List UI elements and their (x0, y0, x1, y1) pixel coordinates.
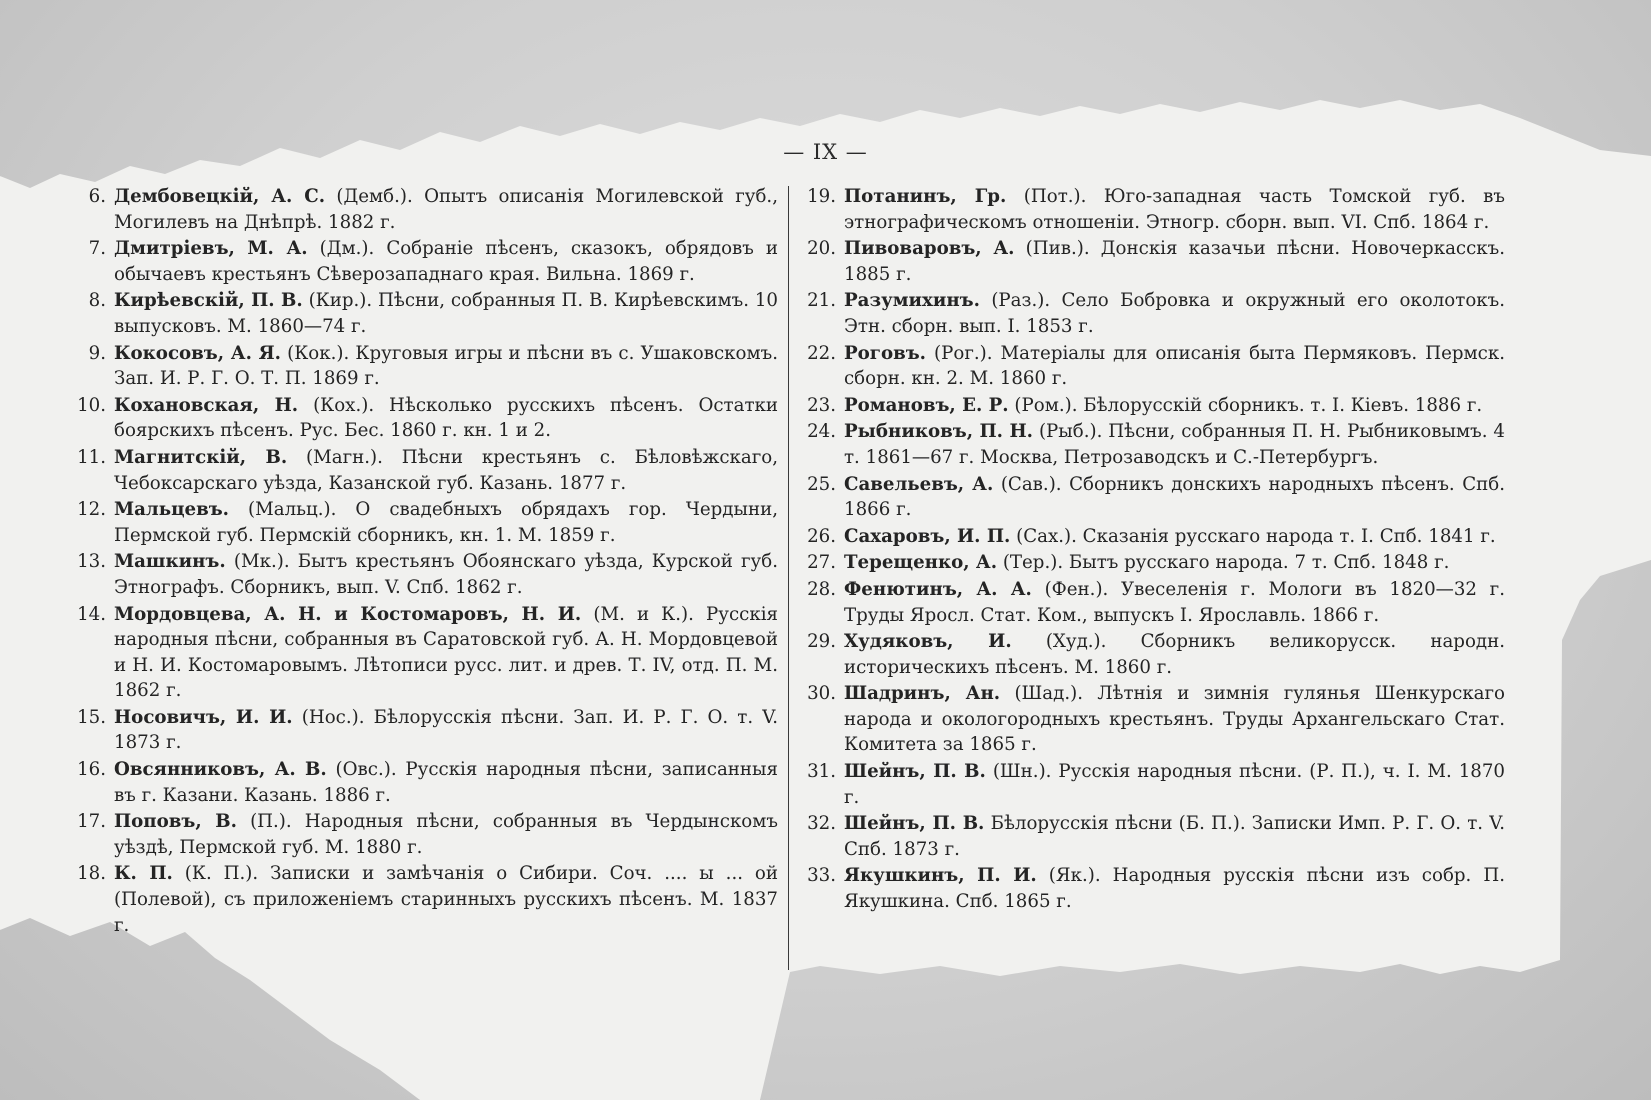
entry-text: (Пив.). Донскія казачьи пѣсни. Новочеркасскъ. 1885 г. (844, 238, 1505, 285)
entry-number: 11. (77, 446, 106, 468)
entry-number: 16. (77, 759, 106, 781)
entry-author: Шейнъ, П. В. (844, 761, 986, 783)
bibliography-entry (70, 184, 778, 235)
entry-number: 6. (88, 186, 106, 207)
entry-author: Носовичъ, И. И. (114, 706, 293, 728)
entry-text: (Рыб.). Пѣсни, собранныя П. Н. Рыбниковымъ. 4 т. 1861—67 г. Москва, Петрозаводскъ и С.-Петербургъ. (844, 421, 1506, 468)
entry-text: (Пот.). Юго-западная часть Томской губ. въ этнографическомъ отношеніи. Этногр. сборн. вып. VI. Спб. 1864 г. (844, 186, 1505, 233)
entry-author: Магнитскій, В. (114, 446, 288, 468)
entry-text: (Худ.). Сборникъ великорусск. народн. историческихъ пѣсенъ. М. 1860 г. (844, 631, 1505, 678)
entry-number: 21. (807, 290, 836, 312)
entry-number: 31. (807, 761, 836, 783)
entry-number: 10. (77, 394, 106, 416)
entry-text: (Рог.). Матеріалы для описанія быта Пермяковъ. Пермск. сборн. кн. 2. М. 1860 г. (844, 342, 1505, 390)
entry-text: (Як.). Народныя русскія пѣсни изъ собр. П. Якушкина. Спб. 1865 г. (844, 865, 1505, 913)
bibliography-entry (70, 236, 778, 287)
entry-text: (Фен.). Увеселенія г. Мологи въ 1820—32 г. Труды Яросл. Стат. Ком., выпускъ I. Ярославль. 1866 г. (844, 578, 1505, 626)
entry-author: Поповъ, В. (114, 811, 237, 833)
bibliography-entry (70, 602, 778, 704)
column-divider (788, 186, 789, 970)
entry-text: (Раз.). Село Бобровка и окружный его околотокъ. Этн. сборн. вып. I. 1853 г. (844, 290, 1505, 337)
entry-text: (Кир.). Пѣсни, собранныя П. В. Кирѣевскимъ. 10 выпусковъ. М. 1860—74 г. (114, 290, 779, 337)
bibliography-entry (800, 524, 1505, 550)
entry-text: (Тер.). Бытъ русскаго народа. 7 т. Спб. 1848 г. (997, 552, 1450, 574)
entry-number: 14. (77, 603, 106, 625)
entry-number: 13. (77, 551, 106, 573)
entry-number: 12. (77, 499, 106, 521)
entry-number: 28. (807, 578, 836, 600)
entry-number: 15. (77, 706, 106, 728)
entry-text: (Дм.). Собраніе пѣсенъ, сказокъ, обрядовъ и обычаевъ крестьянъ Сѣверозападнаго края. Вильна. 1869 г. (114, 238, 778, 285)
bibliography-entry (800, 236, 1505, 287)
entry-number: 26. (807, 525, 836, 547)
bibliography-entry (70, 861, 778, 938)
entry-number: 23. (807, 394, 836, 416)
entry-text: (Мк.). Бытъ крестьянъ Обоянскаго уѣзда, Курской губ. Этнографъ. Сборникъ, вып. V. Спб. 1862 г. (114, 551, 778, 598)
bibliography-entry (70, 549, 778, 600)
entry-author: Шадринъ, Ан. (844, 683, 1001, 705)
entry-author: Фенютинъ, А. А. (844, 578, 1032, 600)
right-column (800, 184, 1505, 916)
entry-author: Овсянниковъ, А. В. (114, 759, 327, 781)
entry-author: Машкинъ. (114, 551, 226, 573)
entry-number: 20. (807, 238, 836, 260)
entry-text: (Нос.). Бѣлорусскія пѣсни. Зап. И. Р. Г. О. т. V. 1873 г. (114, 706, 778, 754)
bibliography-entry (70, 497, 778, 548)
entry-text: (Магн.). Пѣсни крестьянъ с. Бѣловѣжскаго, Чебоксарскаго уѣзда, Казанской губ. Казань. 1877 г. (114, 446, 778, 494)
entry-number: 9. (88, 342, 106, 364)
entry-author: Потанинъ, Гр. (844, 186, 1007, 207)
bibliography-entry (800, 419, 1505, 470)
entry-number: 33. (807, 865, 836, 887)
entry-author: Кирѣевскій, П. В. (114, 290, 303, 312)
bibliography-entry (70, 705, 778, 756)
entry-text: (Сах.). Сказанія русскаго народа т. I. Спб. 1841 г. (1010, 525, 1496, 547)
bibliography-entry (800, 811, 1505, 862)
entry-number: 29. (807, 631, 836, 653)
entry-number: 27. (807, 552, 836, 574)
entry-author: Роговъ. (844, 342, 927, 364)
entry-author: Худяковъ, И. (844, 631, 1012, 653)
entry-author: Кохановская, Н. (114, 394, 299, 416)
entry-number: 7. (88, 238, 106, 260)
entry-author: Савельевъ, А. (844, 473, 994, 495)
entry-text: (Овс.). Русскія народныя пѣсни, записанныя въ г. Казани. Казань. 1886 г. (114, 759, 778, 806)
entry-number: 30. (807, 683, 836, 705)
bibliography-entry (800, 288, 1505, 339)
bibliography-entry (800, 863, 1505, 914)
bibliography-entry (800, 759, 1505, 810)
entry-author: Мальцевъ. (114, 499, 230, 521)
entry-number: 25. (807, 473, 836, 495)
entry-author: Дмитріевъ, М. А. (114, 238, 308, 260)
entry-text: (Кок.). Круговыя игры и пѣсни въ с. Ушаковскомъ. Зап. И. Р. Г. О. Т. П. 1869 г. (114, 342, 778, 390)
entry-text: (М. и К.). Русскія народныя пѣсни, собранныя въ Саратовской губ. А. Н. Мордовцевой и Н. И. Костомаровымъ. Лѣтописи русс. лит. и древ. Т. IV, отд. П. М. 1862 г. (114, 603, 778, 702)
entry-number: 22. (807, 342, 836, 364)
entry-author: Сахаровъ, И. П. (844, 525, 1011, 547)
entry-text: (Мальц.). О свадебныхъ обрядахъ гор. Чердыни, Пермской губ. Пермскій сборникъ, кн. 1. М. 1859 г. (114, 499, 778, 546)
entry-number: 18. (77, 863, 106, 885)
entry-number: 8. (88, 290, 106, 312)
entry-author: Шейнъ, П. В. (844, 813, 985, 835)
entry-author: Дембовецкій, А. С. (114, 186, 326, 207)
bibliography-entry (70, 445, 778, 496)
bibliography-entry (70, 757, 778, 808)
entry-text: (П.). Народныя пѣсни, собранныя въ Чердынскомъ уѣздѣ, Пермской губ. М. 1880 г. (114, 811, 778, 858)
entry-author: Мордовцева, А. Н. и Костомаровъ, Н. И. (114, 603, 582, 625)
bibliography-entry (800, 341, 1505, 392)
entry-author: Якушкинъ, П. И. (844, 865, 1037, 887)
bibliography-entry (70, 288, 778, 339)
bibliography-entry (70, 341, 778, 392)
page-number: — IX — (783, 140, 868, 164)
bibliography-entry (800, 681, 1505, 758)
entry-text: (Кох.). Нѣсколько русскихъ пѣсенъ. Остатки боярскихъ пѣсенъ. Рус. Бес. 1860 г. кн. 1 и 2. (114, 394, 778, 442)
entry-author: Рыбниковъ, П. Н. (844, 421, 1034, 443)
entry-text: Бѣлорусскія пѣсни (Б. П.). Записки Имп. Р. Г. О. т. V. Спб. 1873 г. (844, 813, 1505, 860)
bibliography-entry (800, 393, 1505, 419)
entry-number: 32. (807, 813, 836, 835)
entry-author: Кокосовъ, А. Я. (114, 342, 281, 364)
entry-author: Пивоваровъ, А. (844, 238, 1015, 260)
entry-author: Терещенко, А. (844, 552, 998, 574)
entry-author: Романовъ, Е. Р. (844, 394, 1009, 416)
bibliography-entry (800, 184, 1505, 235)
bibliography-entry (800, 550, 1505, 576)
entry-text: (Демб.). Опытъ описанія Могилевской губ., Могилевъ на Днѣпрѣ. 1882 г. (114, 186, 778, 233)
entry-number: 24. (807, 421, 836, 443)
bibliography-entry (70, 809, 778, 860)
entry-text: (Сав.). Сборникъ донскихъ народныхъ пѣсенъ. Спб. 1866 г. (844, 473, 1505, 521)
entry-text: (Ром.). Бѣлорусскій сборникъ. т. I. Кіевъ. 1886 г. (1008, 394, 1483, 416)
bibliography-entry (800, 629, 1505, 680)
bibliography-entry (70, 393, 778, 444)
entry-number: 17. (77, 811, 106, 833)
entry-text: (Шад.). Лѣтнія и зимнія гулянья Шенкурскаго народа и окологородныхъ крестьянъ. Труды Архангельскаго Стат. Комитета за 1865 г. (844, 683, 1506, 756)
entry-text: (К. П.). Записки и замѣчанія о Сибири. Соч. .... ы ... ой (Полевой), съ приложеніемъ старинныхъ русскихъ пѣсенъ. М. 1837 г. (114, 863, 779, 936)
bibliography-entry (800, 472, 1505, 523)
entry-author: Разумихинъ. (844, 290, 980, 312)
bibliography-entry (800, 577, 1505, 628)
entry-text: (Шн.). Русскія народныя пѣсни. (Р. П.), ч. I. М. 1870 г. (844, 761, 1505, 808)
left-column (70, 184, 778, 939)
entry-number: 19. (807, 186, 836, 207)
entry-author: К. П. (114, 863, 173, 885)
